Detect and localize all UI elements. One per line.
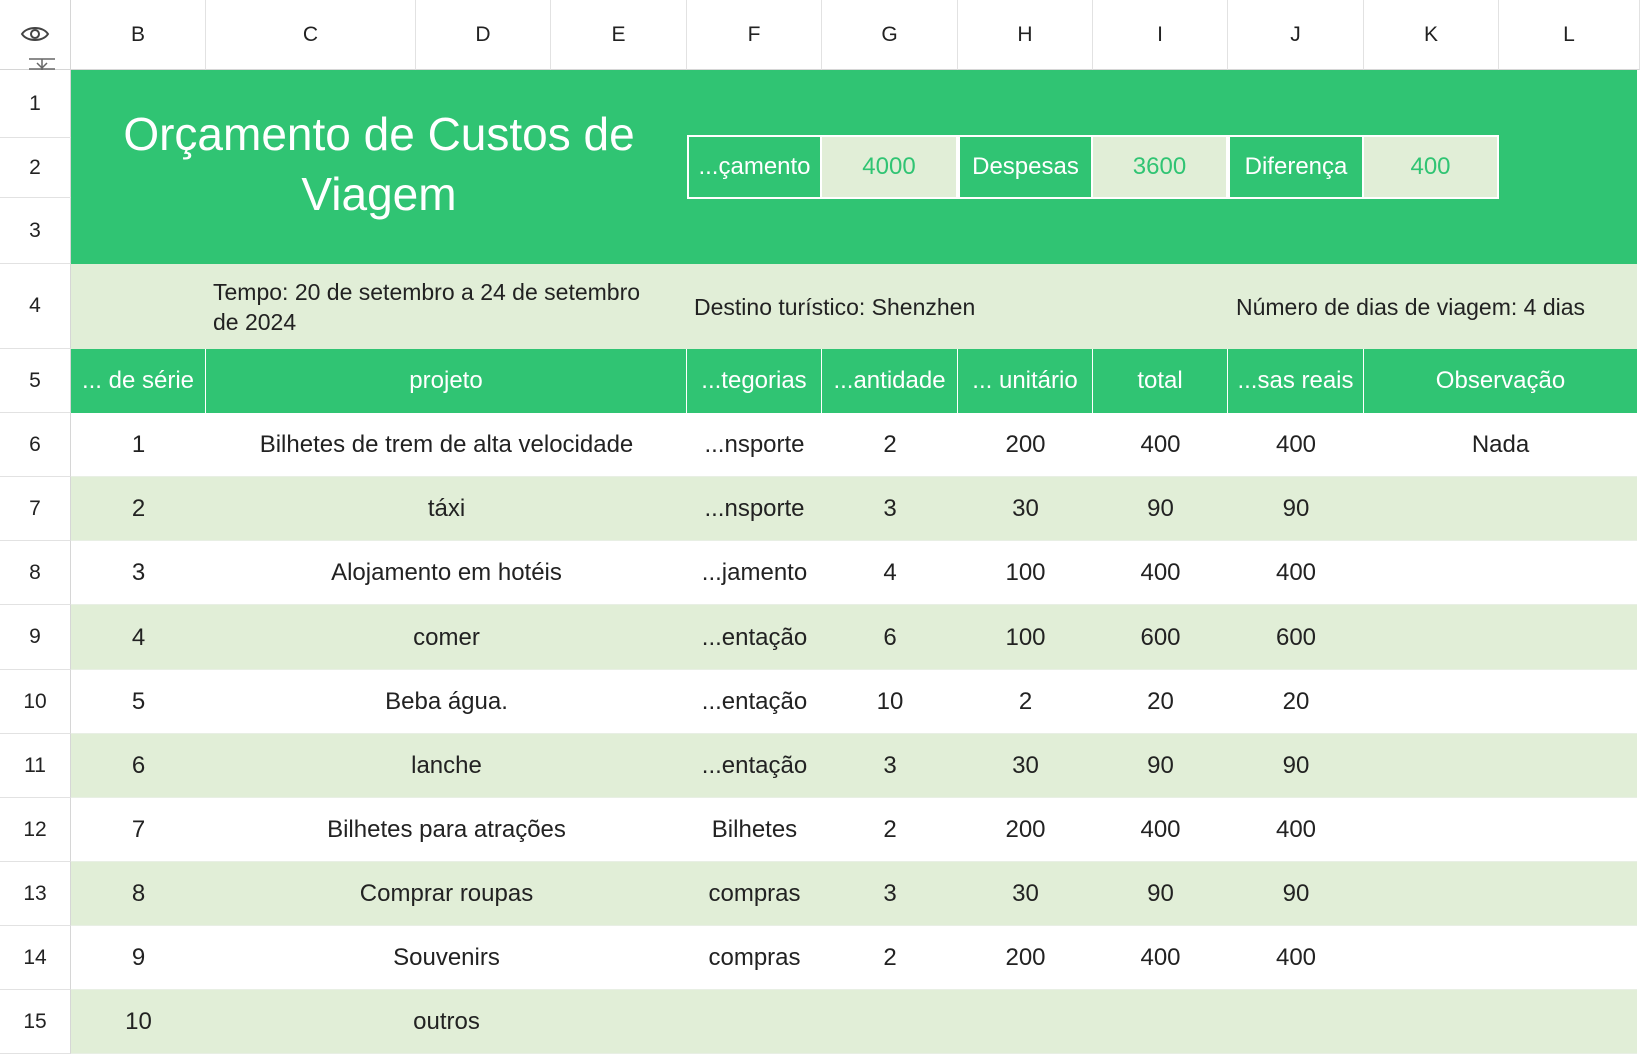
cell-project[interactable]: lanche: [411, 752, 482, 779]
cell-notes[interactable]: [1364, 477, 1637, 541]
table-header-total[interactable]: total: [1093, 349, 1228, 413]
cell-quantity[interactable]: [822, 990, 958, 1054]
column-header-b[interactable]: B: [71, 0, 206, 70]
column-header-c[interactable]: C: [206, 0, 416, 70]
table-header-quantity[interactable]: ...antidade: [822, 349, 958, 413]
row-header-14[interactable]: 14: [0, 926, 71, 990]
cell-notes[interactable]: [1364, 862, 1637, 926]
table-header-category[interactable]: ...tegorias: [687, 349, 822, 413]
cell-category[interactable]: Bilhetes: [711, 816, 798, 843]
cell-quantity[interactable]: 10: [876, 688, 904, 715]
cell-category[interactable]: ...nsporte: [704, 431, 805, 458]
cell-unit-price[interactable]: 100: [1005, 559, 1046, 586]
cell-serial[interactable]: 10: [125, 1008, 152, 1035]
cell-unit-price[interactable]: 200: [1005, 944, 1046, 971]
cell-unit-price[interactable]: 200: [1005, 816, 1046, 843]
cell-actual-expenses[interactable]: 400: [1275, 431, 1317, 458]
cell-serial[interactable]: 4: [131, 623, 146, 651]
cell-project[interactable]: Souvenirs: [393, 944, 500, 971]
cell-actual-expenses[interactable]: 90: [1282, 752, 1310, 779]
cell-actual-expenses[interactable]: 400: [1275, 559, 1317, 586]
expenses-label[interactable]: Despesas: [958, 135, 1093, 199]
cell-notes[interactable]: [1364, 541, 1637, 605]
page-title[interactable]: Orçamento de Custos de Viagem: [123, 108, 635, 220]
cell-project[interactable]: comer: [413, 623, 480, 651]
cell-notes[interactable]: [1364, 605, 1637, 670]
cell-notes[interactable]: [1364, 734, 1637, 798]
column-header-j[interactable]: J: [1228, 0, 1364, 70]
sheet-corner[interactable]: [0, 0, 71, 70]
cell-total[interactable]: 90: [1147, 495, 1174, 522]
cell-quantity[interactable]: 2: [883, 816, 897, 843]
cell-serial[interactable]: 5: [131, 688, 146, 715]
row-header-13[interactable]: 13: [0, 862, 71, 926]
row-divider: [71, 1053, 1637, 1054]
row-header-4[interactable]: 4: [0, 264, 71, 349]
cell-actual-expenses[interactable]: [1228, 990, 1364, 1054]
cell-total[interactable]: 400: [1140, 816, 1181, 843]
cell-actual-expenses[interactable]: 90: [1282, 880, 1310, 907]
cell-project[interactable]: táxi: [427, 495, 466, 522]
cell-category[interactable]: ...entação: [701, 752, 808, 779]
cell-notes[interactable]: [1364, 670, 1637, 734]
column-header-h[interactable]: H: [958, 0, 1093, 70]
expenses-value[interactable]: 3600: [1093, 135, 1228, 199]
cell-category[interactable]: ...entação: [701, 688, 808, 715]
column-header-g[interactable]: G: [822, 0, 958, 70]
cell-project[interactable]: Alojamento em hotéis: [331, 559, 562, 586]
cell-serial[interactable]: 7: [131, 816, 146, 843]
cell-actual-expenses[interactable]: 90: [1282, 495, 1310, 522]
cell-project[interactable]: outros: [413, 1008, 480, 1035]
cell-unit-price[interactable]: 30: [1012, 495, 1039, 522]
row-header-12[interactable]: 12: [0, 798, 71, 862]
cell-unit-price[interactable]: 30: [1012, 880, 1039, 907]
cell-unit-price[interactable]: [958, 990, 1093, 1054]
cell-unit-price[interactable]: 2: [1018, 688, 1033, 715]
cell-quantity[interactable]: 3: [883, 495, 897, 522]
cell-project[interactable]: Bilhetes para atrações: [327, 816, 566, 843]
cell-total[interactable]: 20: [1147, 688, 1174, 715]
cell-serial[interactable]: 2: [131, 495, 146, 522]
cell-quantity[interactable]: 3: [883, 880, 897, 907]
cell-serial[interactable]: 9: [131, 944, 146, 971]
row-header-5[interactable]: 5: [0, 349, 71, 413]
cell-total[interactable]: 90: [1147, 752, 1174, 779]
cell-category[interactable]: compras: [708, 944, 801, 971]
row-header-7[interactable]: 7: [0, 477, 71, 541]
cell-notes[interactable]: [1364, 990, 1637, 1054]
difference-value[interactable]: 400: [1364, 135, 1499, 199]
cell-quantity[interactable]: 4: [883, 559, 897, 586]
cell-serial[interactable]: 8: [131, 880, 146, 907]
row-header-11[interactable]: 11: [0, 734, 71, 798]
cell-category[interactable]: ...entação: [701, 623, 808, 651]
trip-destination[interactable]: Destino turístico: Shenzhen: [694, 293, 976, 320]
cell-total[interactable]: 400: [1140, 559, 1181, 586]
cell-actual-expenses[interactable]: 400: [1275, 816, 1317, 843]
cell-quantity[interactable]: 2: [883, 944, 897, 971]
cell-quantity[interactable]: 2: [883, 431, 897, 458]
cell-project[interactable]: Comprar roupas: [359, 880, 534, 907]
cell-notes[interactable]: [1364, 926, 1637, 990]
cell-category[interactable]: [687, 990, 822, 1054]
cell-unit-price[interactable]: 200: [1005, 431, 1046, 458]
cell-total[interactable]: 400: [1140, 431, 1181, 458]
cell-unit-price[interactable]: 30: [1012, 752, 1039, 779]
cell-quantity[interactable]: 3: [883, 752, 897, 779]
cell-project[interactable]: Bilhetes de trem de alta velocidade: [259, 431, 634, 458]
row-header-15[interactable]: 15: [0, 990, 71, 1054]
cell-category[interactable]: ...jamento: [701, 559, 808, 586]
eye-icon[interactable]: [20, 24, 50, 44]
trip-days[interactable]: Número de dias de viagem: 4 dias: [1236, 293, 1586, 320]
table-header-notes[interactable]: Observação: [1364, 349, 1637, 413]
cell-quantity[interactable]: 6: [883, 623, 897, 651]
cell-total[interactable]: 600: [1140, 623, 1181, 651]
cell-unit-price[interactable]: 100: [1005, 623, 1046, 651]
cell-actual-expenses[interactable]: 20: [1282, 688, 1310, 715]
column-header-i[interactable]: I: [1093, 0, 1228, 70]
table-header-unit-price[interactable]: ... unitário: [958, 349, 1093, 413]
cell-notes[interactable]: [1364, 798, 1637, 862]
cell-serial[interactable]: 3: [131, 559, 146, 586]
column-header-l[interactable]: L: [1499, 0, 1640, 70]
cell-total[interactable]: 90: [1147, 880, 1174, 907]
row-header-8[interactable]: 8: [0, 541, 71, 605]
budget-label[interactable]: ...çamento: [687, 135, 822, 199]
column-header-d[interactable]: D: [416, 0, 551, 70]
trip-dates[interactable]: Tempo: 20 de setembro a 24 de setembro de 2024: [213, 278, 641, 335]
row-header-1[interactable]: 1: [0, 70, 71, 138]
cell-serial[interactable]: 6: [131, 752, 146, 779]
cell-category[interactable]: compras: [708, 880, 801, 907]
cell-category[interactable]: ...nsporte: [704, 495, 805, 522]
cell-project[interactable]: Beba água.: [385, 688, 508, 715]
row-header-6[interactable]: 6: [0, 413, 71, 477]
cell-actual-expenses[interactable]: 400: [1275, 944, 1317, 971]
row-header-10[interactable]: 10: [0, 670, 71, 734]
cell-notes[interactable]: Nada: [1471, 431, 1530, 458]
table-header-serial[interactable]: ... de série: [71, 349, 206, 413]
cell-serial[interactable]: 1: [131, 431, 146, 458]
cell-total[interactable]: [1093, 990, 1228, 1054]
cell-actual-expenses[interactable]: 600: [1275, 623, 1317, 651]
row-header-2[interactable]: 2: [0, 138, 71, 198]
budget-value[interactable]: 4000: [822, 135, 958, 199]
table-header-actual-expenses[interactable]: ...sas reais: [1228, 349, 1364, 413]
difference-label[interactable]: Diferença: [1228, 135, 1364, 199]
column-header-f[interactable]: F: [687, 0, 822, 70]
cell-total[interactable]: 400: [1140, 944, 1181, 971]
column-header-k[interactable]: K: [1364, 0, 1499, 70]
row-header-3[interactable]: 3: [0, 198, 71, 264]
column-header-e[interactable]: E: [551, 0, 687, 70]
table-header-project[interactable]: projeto: [206, 349, 687, 413]
row-header-9[interactable]: 9: [0, 605, 71, 670]
